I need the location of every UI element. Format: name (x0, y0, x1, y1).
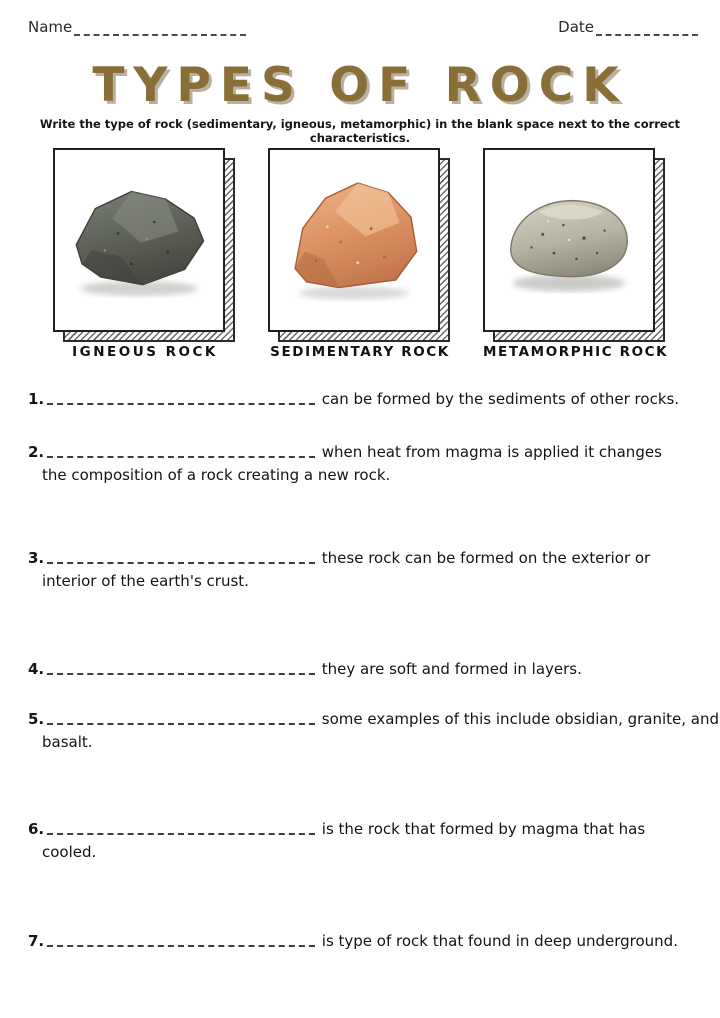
question-number: 6. (28, 820, 45, 838)
igneous-rock-box (53, 148, 225, 332)
name-field (28, 18, 246, 36)
metamorphic-rock-image (494, 180, 644, 300)
answer-blank[interactable] (47, 392, 315, 405)
question-text: they are soft and formed in layers. (321, 660, 582, 678)
question-3 (28, 547, 690, 592)
question-text: some examples of this include obsidian, granite, and basalt. (42, 710, 720, 751)
sedimentary-rock-card (268, 148, 452, 360)
sedimentary-rock-frame (268, 148, 440, 332)
instructions-text: Write the type of rock (sedimentary, igneous, metamorphic) in the blank space next to the correct characteristics. (39, 117, 681, 145)
question-number: 1. (28, 390, 45, 408)
name-blank[interactable] (74, 22, 246, 36)
question-5 (28, 708, 720, 753)
metamorphic-rock-card (483, 148, 669, 360)
sedimentary-rock-label: SEDIMENTARY ROCK (270, 344, 450, 360)
question-number: 5. (28, 710, 45, 728)
question-1 (28, 388, 720, 411)
question-text: can be formed by the sediments of other rocks. (321, 390, 680, 408)
date-field (558, 18, 698, 36)
question-number: 7. (28, 932, 45, 950)
answer-blank[interactable] (47, 934, 315, 947)
question-text: when heat from magma is applied it changes the composition of a rock creating a new rock. (42, 443, 662, 484)
question-number: 3. (28, 549, 45, 567)
page-title: TYPES OF ROCK (92, 58, 628, 113)
answer-blank[interactable] (47, 445, 315, 458)
question-number: 2. (28, 443, 45, 461)
answer-blank[interactable] (47, 662, 315, 675)
question-7 (28, 930, 720, 953)
answer-blank[interactable] (47, 551, 315, 564)
answer-blank[interactable] (47, 822, 315, 835)
metamorphic-rock-frame (483, 148, 655, 332)
question-number: 4. (28, 660, 45, 678)
answer-blank[interactable] (47, 712, 315, 725)
question-text: is the rock that formed by magma that has cooled. (42, 820, 646, 861)
name-label: Name (28, 18, 73, 36)
metamorphic-rock-label: METAMORPHIC ROCK (483, 344, 669, 360)
igneous-rock-card (53, 148, 237, 360)
igneous-rock-frame (53, 148, 225, 332)
question-2 (28, 441, 690, 486)
date-label: Date (558, 18, 594, 36)
question-4 (28, 658, 720, 681)
question-text: is type of rock that found in deep underground. (321, 932, 678, 950)
question-text: these rock can be formed on the exterior or interior of the earth's crust. (42, 549, 651, 590)
header-row (28, 18, 698, 36)
igneous-rock-label: IGNEOUS ROCK (72, 344, 218, 360)
igneous-rock-image (63, 176, 215, 304)
metamorphic-rock-box (483, 148, 655, 332)
sedimentary-rock-image (278, 171, 430, 309)
question-6 (28, 818, 690, 863)
date-blank[interactable] (596, 22, 698, 36)
sedimentary-rock-box (268, 148, 440, 332)
